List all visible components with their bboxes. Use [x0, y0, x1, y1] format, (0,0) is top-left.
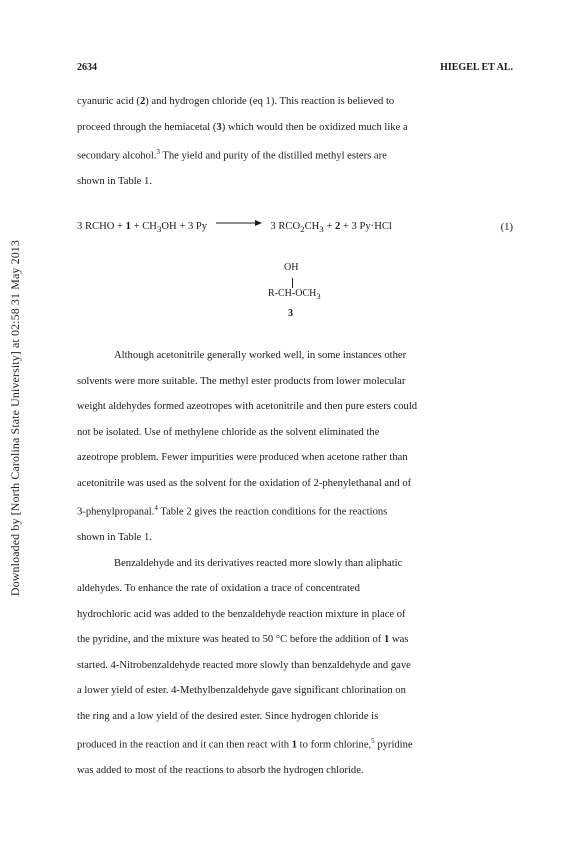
text-span: + 3 Py·HCl	[340, 221, 392, 232]
text-span: produced in the reaction and it can then react with	[77, 739, 292, 751]
text-span: CH	[304, 221, 320, 232]
text-line: started. 4-Nitrobenzaldehyde reacted more slowly than benzaldehyde and gave	[77, 659, 411, 671]
text-span: was	[389, 634, 409, 646]
text-span: pyridine	[374, 739, 413, 751]
reference-superscript: 4	[154, 504, 158, 512]
equation-1	[77, 221, 513, 234]
text-line	[77, 627, 513, 653]
text-line	[77, 729, 513, 758]
bond-line	[292, 278, 293, 288]
text-line: the ring and a low yield of the desired ester. Since hydrogen chloride is	[77, 710, 379, 722]
subscript: 3	[319, 224, 324, 235]
text-line: shown in Table 1.	[77, 532, 152, 544]
text-span: 3-phenylpropanal.	[77, 506, 155, 518]
text-span: Table 2 gives the reaction conditions for the reactions	[157, 506, 388, 518]
reaction-arrow-icon	[216, 219, 262, 227]
subscript: 3	[156, 224, 162, 235]
text-span: R-CH-OCH	[268, 288, 317, 299]
compound-number: 2	[139, 96, 146, 107]
text-line	[77, 115, 513, 141]
running-title: HIEGEL ET AL.	[440, 62, 513, 73]
text-span: proceed through the hemiacetal (	[77, 121, 217, 133]
page-number: 2634	[77, 62, 97, 73]
text-span: +	[323, 221, 335, 232]
text-span: OH + 3 Py	[161, 221, 208, 232]
subscript: 3	[316, 292, 321, 301]
text-line: a lower yield of ester. 4-Methylbenzaldehyde gave significant chlorination on	[77, 685, 406, 697]
structure-formula	[268, 288, 321, 301]
text-line	[77, 496, 513, 525]
equation-reactants	[77, 221, 392, 234]
text-line	[77, 89, 513, 115]
text-span: 3 RCO	[270, 221, 301, 232]
text-span: ) which would then be oxidized much like a	[221, 121, 408, 133]
equation-label: (1)	[500, 222, 513, 234]
compound-number: 1	[383, 634, 390, 646]
text-line: shown in Table 1.	[77, 176, 152, 188]
text-line	[77, 140, 513, 169]
text-line: hydrochloric acid was added to the benzaldehyde reaction mixture in place of	[77, 608, 406, 620]
text-span: The yield and purity of the distilled methyl esters are	[159, 150, 387, 162]
hydroxyl-label: OH	[284, 262, 299, 273]
paragraph-1	[77, 89, 513, 195]
text-line: aldehydes. To enhance the rate of oxidation a trace of concentrated	[77, 583, 360, 595]
text-line: Benzaldehyde and its derivatives reacted more slowly than aliphatic	[114, 557, 403, 569]
text-span: the pyridine, and the mixture was heated to 50 °C before the addition of	[77, 634, 384, 646]
structure-number: 3	[288, 308, 293, 319]
text-line: weight aldehydes formed azeotropes with acetonitrile and then pure esters could	[77, 401, 418, 412]
text-line: was added to most of the reactions to absorb the hydrogen chloride.	[77, 765, 364, 777]
subscript: 2	[300, 224, 305, 235]
text-line: solvents were more suitable. The methyl ester products from lower molecular	[77, 375, 406, 387]
compound-number: 1	[291, 739, 298, 751]
compound-number: 1	[125, 221, 131, 232]
text-line: not be isolated. Use of methylene chloride as the solvent eliminated the	[77, 426, 380, 438]
text-line: Although acetonitrile generally worked well, in some instances other	[114, 350, 407, 361]
text-line: azeotrope problem. Fewer impurities were produced when acetone rather than	[77, 452, 408, 463]
compound-number: 3	[216, 121, 222, 133]
text-span: to form chlorine,	[297, 739, 372, 751]
compound-number: 2	[334, 221, 341, 232]
text-line: acetonitrile was used as the solvent for the oxidation of 2-phenylethanal and of	[77, 477, 412, 489]
paragraph-2	[77, 343, 513, 784]
reference-superscript: 5	[371, 737, 375, 746]
text-span: secondary alcohol.	[77, 150, 157, 162]
running-header	[77, 62, 513, 73]
text-span: cyanuric acid (	[77, 96, 140, 107]
text-span: + CH	[130, 221, 157, 232]
text-span: 3 RCHO +	[77, 221, 126, 232]
download-watermark: Downloaded by [North Carolina State University] at 02:58 31 May 2013	[8, 240, 22, 597]
text-span: ) and hydrogen chloride (eq 1). This reaction is believed to	[145, 96, 395, 107]
reference-superscript: 3	[156, 148, 160, 156]
